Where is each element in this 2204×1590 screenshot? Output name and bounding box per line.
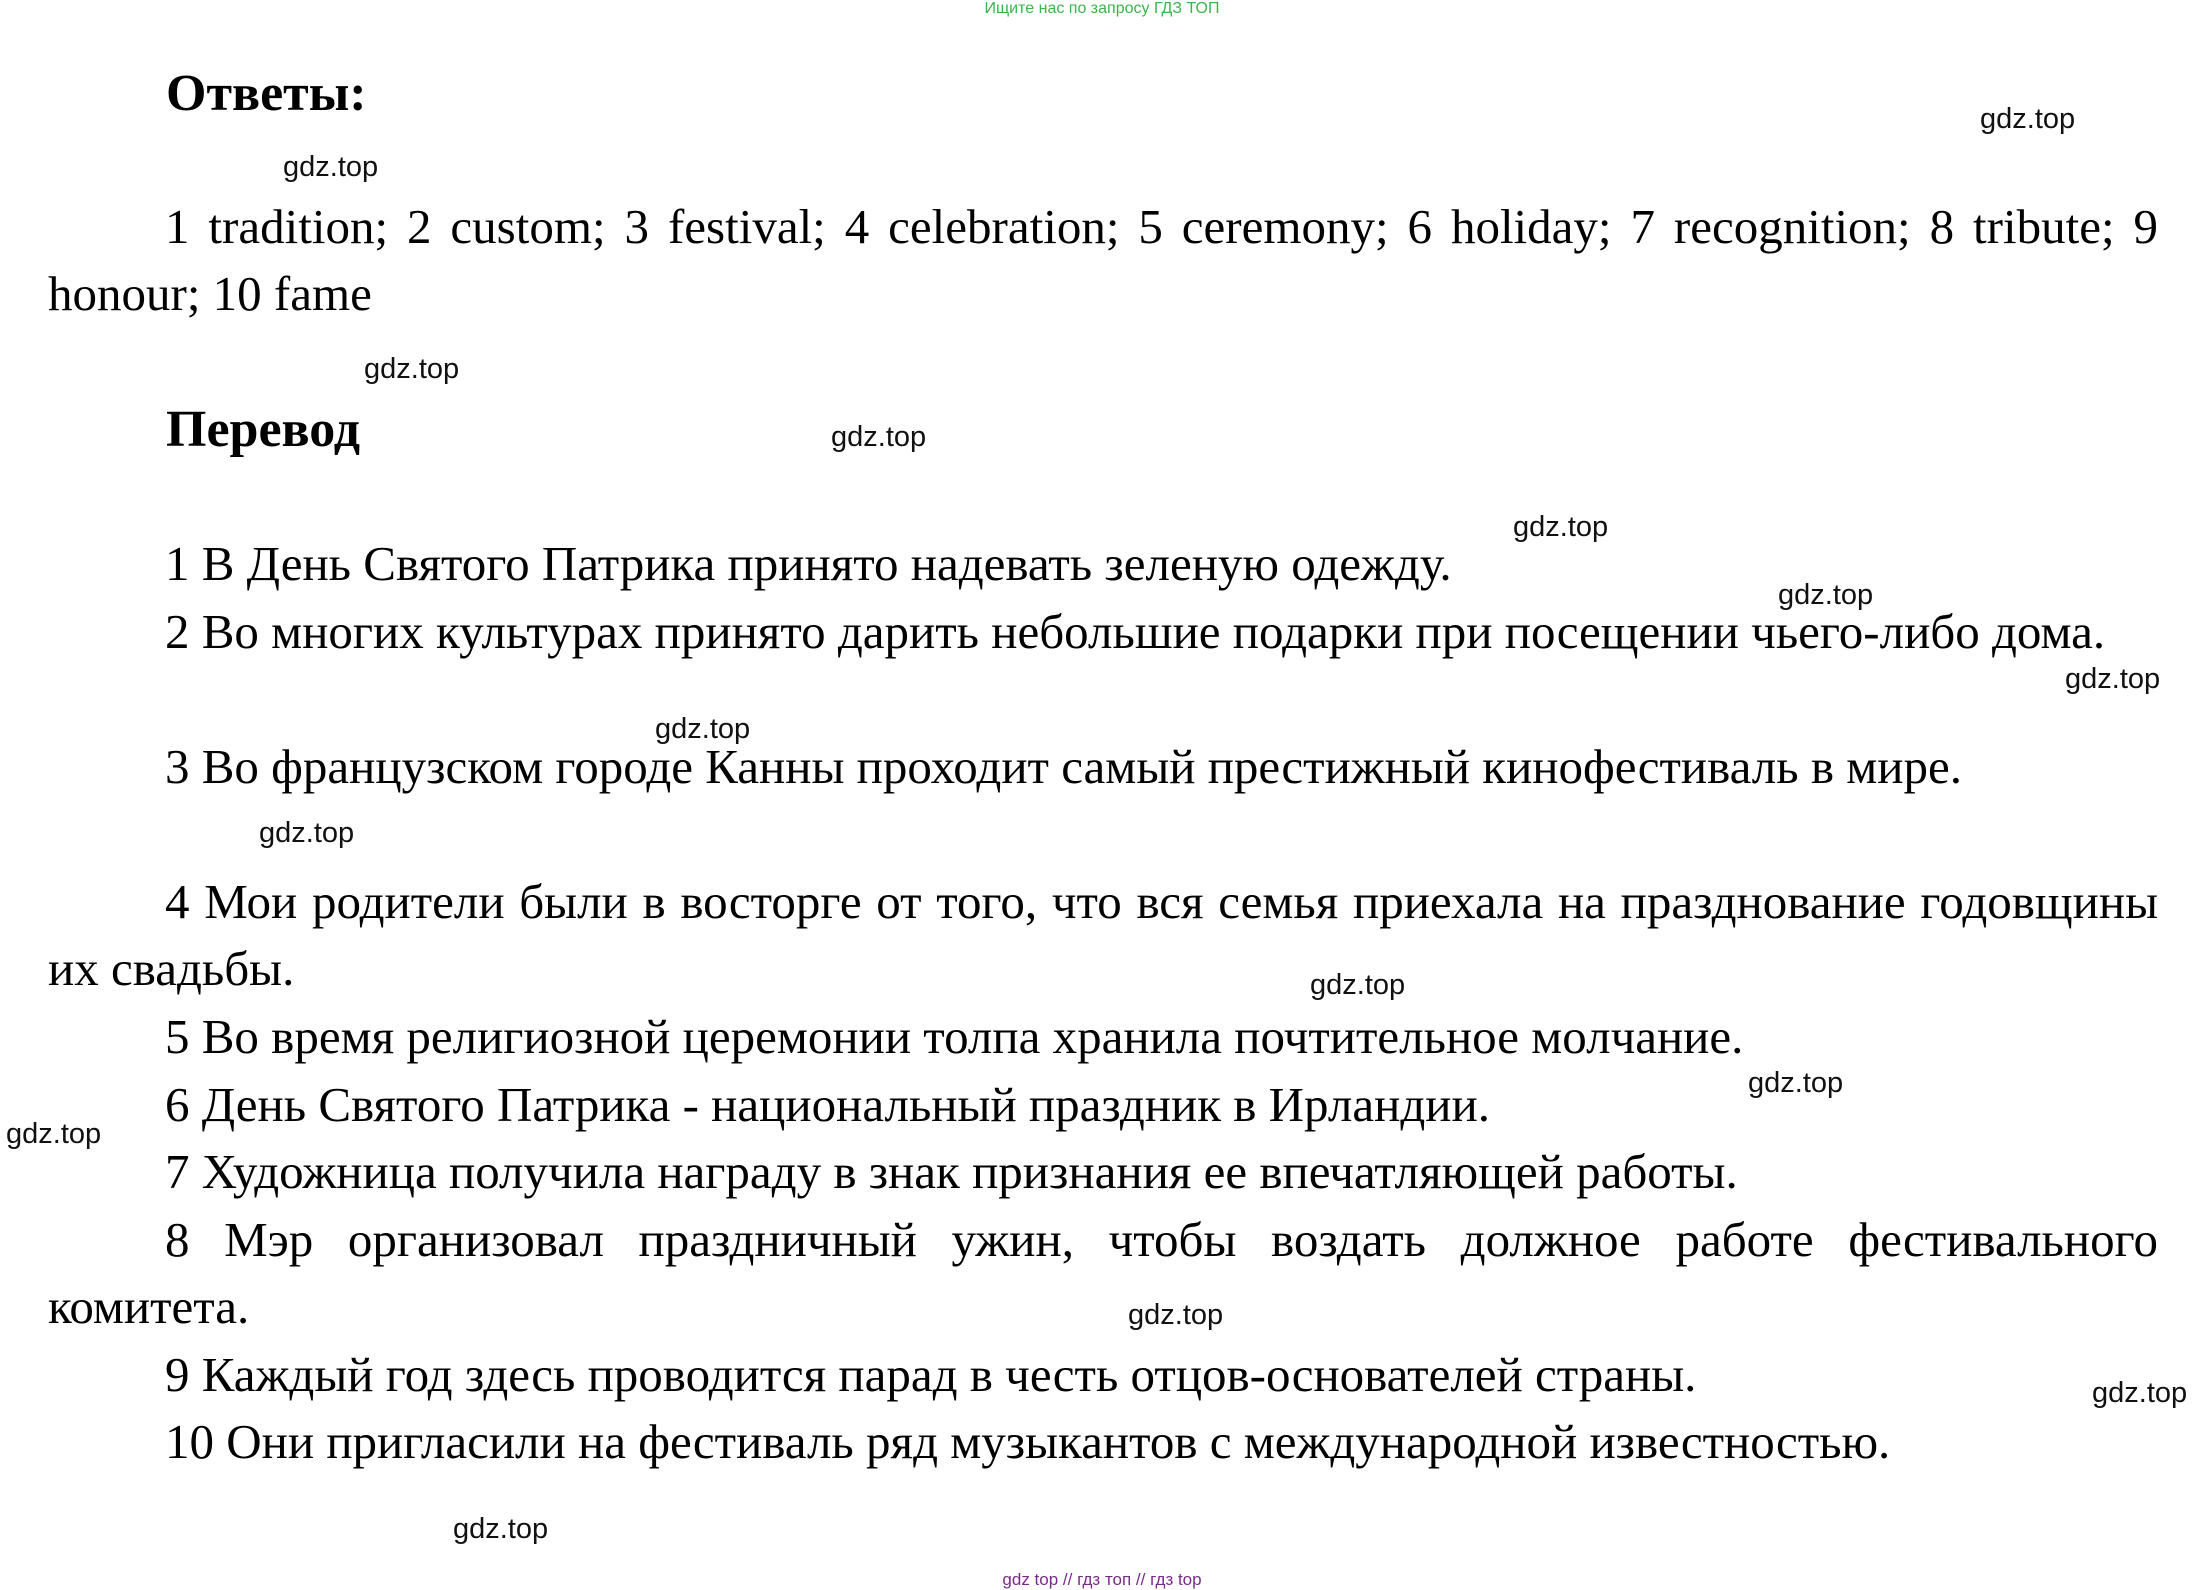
watermark: gdz.top bbox=[283, 151, 379, 183]
watermark: gdz.top bbox=[453, 1513, 549, 1545]
translation-item-5: 5 Во время религиозной церемонии толпа хранила почтительное молчание. bbox=[165, 1009, 1744, 1064]
watermark: gdz.top bbox=[1128, 1299, 1224, 1331]
translation-item-10: 10 Они пригласили на фестиваль ряд музыкантов с международной известностью. bbox=[165, 1414, 1891, 1469]
watermark: gdz.top bbox=[1980, 103, 2076, 135]
top-search-note: Ищите нас по запросу ГДЗ ТОП bbox=[984, 0, 1220, 17]
translation-item-7: 7 Художница получила награду в знак признания ее впечатляющей работы. bbox=[165, 1144, 1738, 1199]
watermark: gdz.top bbox=[1748, 1067, 1844, 1099]
watermark: gdz.top bbox=[831, 421, 927, 453]
watermark: gdz.top bbox=[259, 817, 355, 849]
watermark: gdz.top bbox=[364, 353, 460, 385]
watermark: gdz.top bbox=[2092, 1377, 2188, 1409]
watermark: gdz.top bbox=[2065, 663, 2161, 695]
translation-item-4: 4 Мои родители были в восторге от того, что вся семья приехала на празднование годовщины их свадьбы. bbox=[48, 874, 2158, 996]
translation-item-2: 2 Во многих культурах принято дарить небольшие подарки при посещении чьего-либо дома. bbox=[165, 604, 2106, 659]
watermark: gdz.top bbox=[6, 1118, 102, 1150]
translation-heading: Перевод bbox=[166, 401, 361, 458]
translation-item-3: 3 Во французском городе Канны проходит самый престижный кинофестиваль в мире. bbox=[165, 739, 1962, 794]
answers-text: 1 tradition; 2 custom; 3 festival; 4 celebration; 5 ceremony; 6 holiday; 7 recognition; 8 tribute; 9 honour; 10 fame bbox=[48, 199, 2158, 321]
translation-item-8: 8 Мэр организовал праздничный ужин, чтобы воздать должное работе фестивального комитета. bbox=[48, 1212, 2158, 1334]
translation-item-6: 6 День Святого Патрика - национальный праздник в Ирландии. bbox=[165, 1077, 1490, 1132]
watermark: gdz.top bbox=[1778, 579, 1874, 611]
watermark: gdz.top bbox=[1513, 511, 1609, 543]
footer-watermark: gdz top // гдз топ // гдз top bbox=[1002, 1570, 1202, 1589]
translation-item-9: 9 Каждый год здесь проводится парад в честь отцов-основателей страны. bbox=[165, 1347, 1697, 1402]
watermark: gdz.top bbox=[655, 713, 751, 745]
watermark: gdz.top bbox=[1310, 969, 1406, 1001]
translation-item-1: 1 В День Святого Патрика принято надевать зеленую одежду. bbox=[165, 536, 1452, 591]
answers-heading: Ответы: bbox=[166, 65, 367, 122]
